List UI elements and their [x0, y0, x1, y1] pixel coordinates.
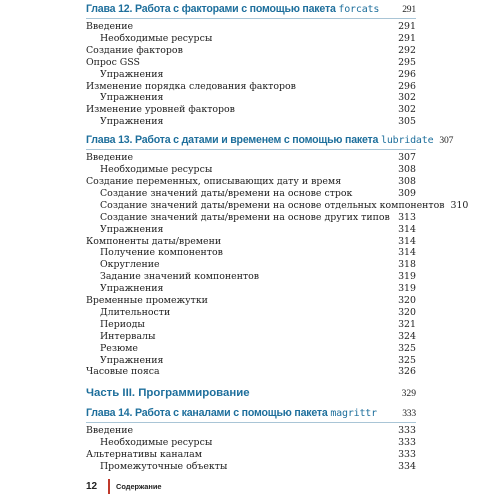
- toc-entry-title: [86, 224, 392, 236]
- page-number: 12: [86, 480, 98, 492]
- toc-entry-text: Резюме: [100, 342, 138, 354]
- toc-entry-text: Глава 14. Работа с каналами с помощью пакета: [86, 407, 328, 420]
- toc-entry-text: Введение: [86, 152, 134, 164]
- toc-page-number: 329: [401, 388, 416, 400]
- toc-page-number: 325: [398, 354, 416, 366]
- toc-entry-title: [86, 104, 392, 116]
- toc-entry-title: [86, 21, 392, 33]
- toc-chapter-heading: [86, 134, 454, 150]
- toc-subsection-entry: [86, 164, 416, 176]
- toc-page-number: 319: [398, 283, 416, 295]
- toc-page-number: 313: [398, 211, 416, 223]
- toc-page-number: 324: [398, 330, 416, 342]
- toc-entry-title: [86, 331, 392, 343]
- toc-section-entry: [86, 366, 416, 378]
- toc-page-number: 308: [398, 164, 416, 176]
- toc-entry-text: Изменение порядка следования факторов: [86, 80, 296, 92]
- toc-entry-text: Глава 13. Работа с датами и временем с помощью пакета: [86, 134, 379, 147]
- toc-entry-title: [86, 152, 392, 164]
- toc-subsection-entry: [86, 307, 416, 319]
- toc-subsection-entry: [86, 343, 416, 355]
- toc-entry-title: [86, 212, 392, 224]
- toc-entry-text: Получение компонентов: [100, 247, 223, 259]
- toc-subsection-entry: [86, 116, 416, 128]
- toc-entry-text: Изменение уровней факторов: [86, 104, 235, 116]
- toc-page-number: 291: [398, 21, 416, 32]
- toc-entry-title: [86, 386, 396, 400]
- toc-package-name: lubridate: [381, 135, 434, 147]
- toc-page-number: 291: [398, 32, 416, 44]
- toc-entry-title: [86, 81, 392, 93]
- toc-page-number: 320: [398, 295, 416, 307]
- toc-package-name: forcats: [338, 4, 380, 15]
- toc-entry-text: Округление: [100, 259, 160, 271]
- toc-entry-title: [86, 236, 392, 248]
- toc-entry-title: [86, 366, 392, 378]
- toc-entry-text: Создание значений даты/времени на основе строк: [100, 187, 353, 199]
- toc-section-entry: [86, 45, 416, 57]
- toc-page-number: 302: [398, 104, 416, 116]
- toc-page-number: 296: [398, 80, 416, 92]
- toc-subsection-entry: [86, 33, 416, 45]
- footer-section-title: Содержание: [116, 481, 162, 491]
- toc-entry-text: Промежуточные объекты: [100, 461, 228, 473]
- toc-entry-text: Опрос GSS: [86, 56, 140, 68]
- toc-section-entry: [86, 425, 416, 437]
- toc-entry-text: Упражнения: [100, 116, 164, 128]
- toc-page-number: 314: [398, 235, 416, 247]
- toc-entry-title: [86, 45, 392, 57]
- toc-entry-title: [86, 283, 392, 295]
- toc-chapter-heading: [86, 3, 416, 19]
- toc-entry-title: [86, 116, 392, 128]
- toc-page-number: 333: [398, 437, 416, 449]
- toc-subsection-entry: [86, 331, 416, 343]
- toc-page-number: 334: [398, 461, 416, 473]
- toc-section-entry: [86, 81, 416, 93]
- toc-section-entry: [86, 449, 416, 461]
- toc-section-entry: [86, 176, 416, 188]
- toc-entry-text: Компоненты даты/времени: [86, 235, 222, 247]
- toc-entry-text: Создание значений даты/времени на основе других типов: [100, 211, 390, 223]
- toc-page-number: 296: [398, 68, 416, 80]
- toc-entry-text: Альтернативы каналам: [86, 449, 203, 461]
- toc-entry-title: [86, 307, 392, 319]
- toc-subsection-entry: [86, 283, 416, 295]
- toc-entry-text: Необходимые ресурсы: [100, 32, 213, 44]
- toc-entry-text: Интервалы: [100, 330, 156, 342]
- toc-page-number: 310: [450, 199, 469, 211]
- toc-page-number: 321: [398, 318, 416, 330]
- toc-entry-title: [86, 461, 392, 473]
- toc-subsection-entry: [86, 92, 416, 104]
- toc-section-entry: [86, 152, 416, 164]
- toc-section-entry: [86, 236, 416, 248]
- toc-page-number: 333: [402, 408, 416, 420]
- toc-entry-text: Упражнения: [100, 283, 164, 295]
- toc-page-number: 333: [398, 425, 416, 437]
- toc-page-number: 333: [398, 449, 416, 461]
- toc-entry-text: Задание значений компонентов: [100, 271, 260, 283]
- toc-section-entry: [86, 57, 416, 69]
- toc-chapter-heading: [86, 407, 416, 423]
- toc-page-number: 305: [398, 116, 416, 128]
- toc-section-entry: [86, 295, 416, 307]
- toc-page-number: 309: [398, 187, 416, 199]
- toc-entry-title: [86, 437, 392, 449]
- toc-entry-text: Введение: [86, 21, 134, 32]
- toc-subsection-entry: [86, 461, 416, 473]
- toc-page-number: 302: [398, 92, 416, 104]
- toc-page-number: 308: [398, 175, 416, 187]
- toc-part-heading: [86, 386, 416, 401]
- toc-entry-text: Введение: [86, 425, 134, 437]
- toc-entry-title: [86, 355, 392, 367]
- toc-entry-text: Временные промежутки: [86, 295, 208, 307]
- toc-entry-text: Создание факторов: [86, 44, 183, 56]
- toc-page-number: 325: [398, 342, 416, 354]
- toc-subsection-entry: [86, 319, 416, 331]
- toc-page-number: 307: [398, 152, 416, 164]
- toc-page-number: 314: [398, 247, 416, 259]
- toc-entry-title: [86, 295, 392, 307]
- toc-subsection-entry: [86, 224, 416, 236]
- toc-entry-text: Упражнения: [100, 223, 164, 235]
- toc-entry-title: [86, 271, 392, 283]
- toc-entry-title: [86, 3, 396, 16]
- toc-entry-text: Часовые пояса: [86, 366, 160, 378]
- toc-page-number: 319: [398, 271, 416, 283]
- toc-entry-text: Упражнения: [100, 354, 164, 366]
- toc-entry-title: [86, 57, 392, 69]
- toc-subsection-entry: [86, 437, 416, 449]
- toc-page-number: 292: [398, 44, 416, 56]
- toc-page-number: 318: [398, 259, 416, 271]
- toc-entry-title: [86, 134, 433, 147]
- toc-page-number: 295: [398, 56, 416, 68]
- toc-entry-title: [86, 92, 392, 104]
- toc-subsection-entry: [86, 69, 416, 81]
- toc-subsection-entry: [86, 271, 416, 283]
- toc-entry-title: [86, 343, 392, 355]
- toc-entry-title: [86, 259, 392, 271]
- toc-entry-text: Создание переменных, описывающих дату и время: [86, 175, 342, 187]
- toc-subsection-entry: [86, 259, 416, 271]
- page-footer: [86, 478, 162, 494]
- toc-package-name: magrittr: [330, 408, 377, 420]
- toc-entry-title: [86, 33, 392, 45]
- toc-subsection-entry: [86, 212, 416, 224]
- toc-entry-text: Необходимые ресурсы: [100, 437, 213, 449]
- toc-entry-title: [86, 425, 392, 437]
- toc-entry-text: Необходимые ресурсы: [100, 164, 213, 176]
- toc-subsection-entry: [86, 199, 469, 212]
- toc-entry-title: [86, 247, 392, 259]
- toc-section-entry: [86, 104, 416, 116]
- toc-page-number: 320: [398, 306, 416, 318]
- toc-entry-title: [86, 319, 392, 331]
- toc-entry-text: Периоды: [100, 318, 145, 330]
- toc-subsection-entry: [86, 355, 416, 367]
- toc-entry-title: [86, 176, 392, 188]
- footer-divider: [108, 479, 110, 494]
- toc-entry-title: [86, 407, 396, 420]
- toc-entry-title: [86, 200, 445, 212]
- table-of-contents: [86, 3, 469, 473]
- toc-entry-text: Длительности: [100, 306, 171, 318]
- toc-entry-title: [86, 69, 392, 81]
- toc-section-entry: [86, 21, 416, 33]
- toc-page-number: 326: [398, 366, 416, 378]
- toc-page-number: 291: [402, 4, 416, 15]
- toc-entry-text: Упражнения: [100, 92, 164, 104]
- toc-entry-text: Часть III. Программирование: [86, 387, 250, 400]
- toc-entry-text: Создание значений даты/времени на основе отдельных компонентов: [100, 199, 445, 211]
- toc-entry-text: Глава 12. Работа с факторами с помощью пакета: [86, 3, 336, 15]
- toc-subsection-entry: [86, 247, 416, 259]
- toc-entry-text: Упражнения: [100, 68, 164, 80]
- toc-page-number: 314: [398, 223, 416, 235]
- toc-entry-title: [86, 188, 392, 200]
- toc-entry-title: [86, 449, 392, 461]
- toc-entry-title: [86, 164, 392, 176]
- toc-page-number: 307: [439, 135, 454, 147]
- toc-subsection-entry: [86, 188, 416, 200]
